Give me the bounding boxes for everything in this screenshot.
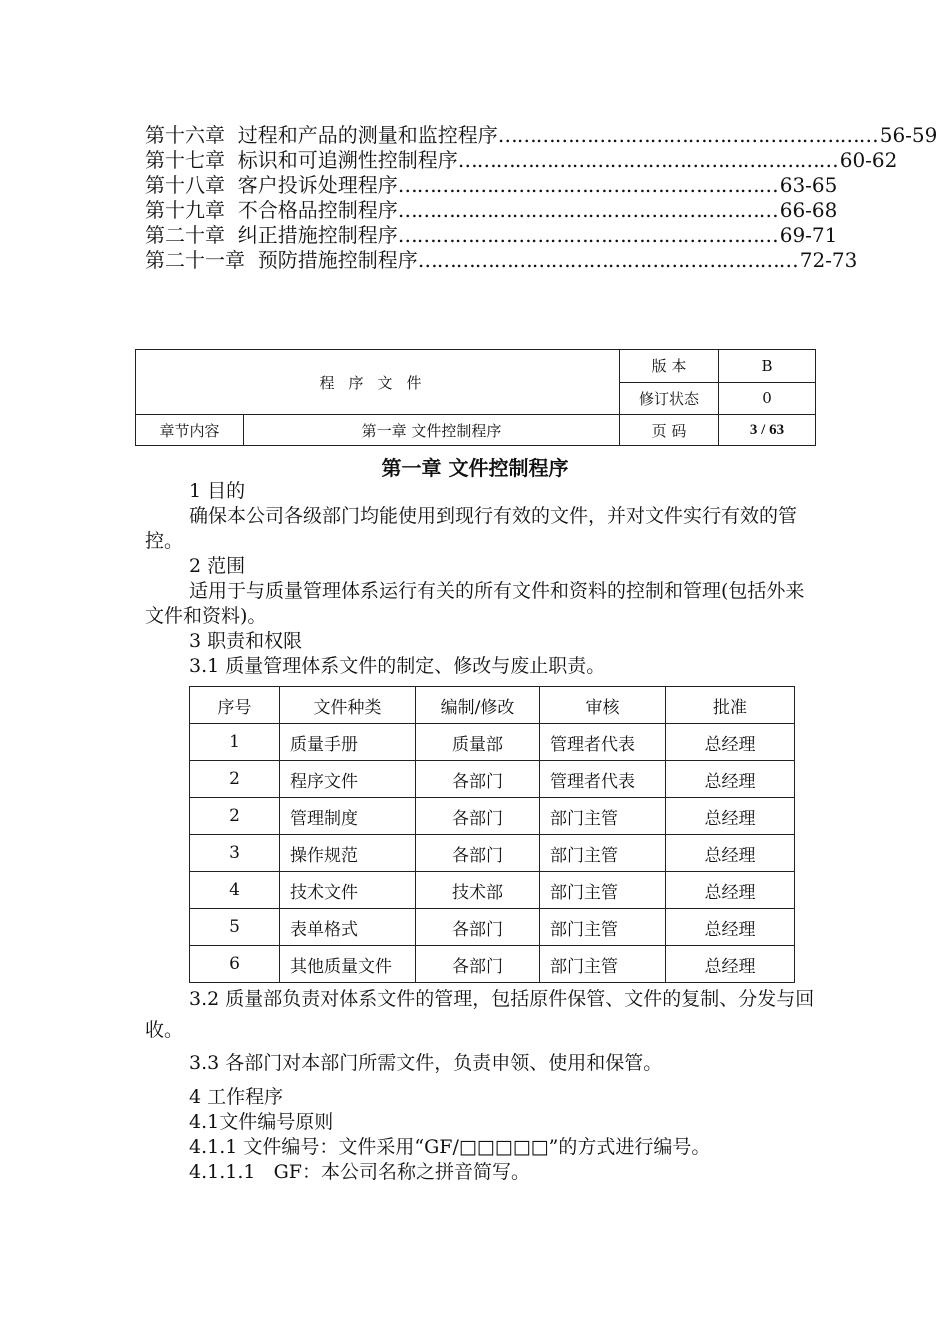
- version-value: B: [719, 350, 816, 383]
- page-number: 3 / 63: [719, 415, 816, 446]
- toc-chapter: 第二十一章 预防措施控制程序: [145, 248, 418, 272]
- toc-chapter: 第十八章 客户投诉处理程序: [145, 173, 398, 197]
- toc-entry: [145, 123, 938, 148]
- document-header-table: [135, 349, 816, 446]
- toc-chapter: 第十九章 不合格品控制程序: [145, 198, 398, 222]
- table-of-contents: [145, 123, 938, 273]
- cell-type: 程序文件: [280, 761, 416, 798]
- cell-approver: 总经理: [666, 835, 795, 872]
- toc-pages: 69-71: [779, 223, 838, 247]
- section-3-2: 3.2 质量部负责对体系文件的管理，包括原件保管、文件的复制、分发与回收。: [145, 988, 815, 1041]
- cell-reviewer: 部门主管: [540, 946, 666, 983]
- cell-approver: 总经理: [666, 872, 795, 909]
- header-title: 程序文件: [136, 350, 620, 415]
- sections-1-3: [145, 479, 805, 679]
- cell-reviewer: 部门主管: [540, 835, 666, 872]
- cell-reviewer: 部门主管: [540, 872, 666, 909]
- toc-leader: ……………………………………………………: [497, 123, 878, 147]
- cell-no: 1: [190, 724, 280, 761]
- toc-entry: [145, 248, 858, 273]
- toc-leader: ……………………………………………………: [457, 148, 838, 172]
- cell-type: 质量手册: [280, 724, 416, 761]
- section-3-3: 3.3 各部门对本部门所需文件，负责申领、使用和保管。: [189, 1052, 663, 1074]
- table-row: [190, 761, 795, 798]
- section-1-text: 确保本公司各级部门均能使用到现行有效的文件，并对文件实行有效的管控。: [145, 505, 798, 552]
- cell-author: 各部门: [416, 909, 540, 946]
- section-2-text: 适用于与质量管理体系运行有关的所有文件和资料的控制和管理(包括外来文件和资料)。: [145, 580, 805, 627]
- cell-no: 4: [190, 872, 280, 909]
- cell-reviewer: 管理者代表: [540, 761, 666, 798]
- cell-no: 5: [190, 909, 280, 946]
- section-2-heading: 2 范围: [189, 555, 246, 577]
- toc-leader: ……………………………………………………: [397, 173, 778, 197]
- col-header: 文件种类: [280, 687, 416, 724]
- col-header: 审核: [540, 687, 666, 724]
- cell-author: 各部门: [416, 946, 540, 983]
- cell-approver: 总经理: [666, 724, 795, 761]
- toc-pages: 56-59: [879, 123, 938, 147]
- cell-type: 操作规范: [280, 835, 416, 872]
- toc-entry: [145, 148, 898, 173]
- cell-no: 2: [190, 798, 280, 835]
- version-label: 版 本: [620, 350, 719, 383]
- file-responsibility-table: [189, 686, 795, 983]
- sections-3-2-onward: [145, 984, 815, 1185]
- section-label: 章节内容: [136, 415, 244, 446]
- toc-pages: 60-62: [839, 148, 898, 172]
- table-row: [190, 724, 795, 761]
- section-3-1: 3.1 质量管理体系文件的制定、修改与废止职责。: [189, 655, 606, 677]
- cell-reviewer: 管理者代表: [540, 724, 666, 761]
- toc-pages: 72-73: [799, 248, 858, 272]
- cell-type: 管理制度: [280, 798, 416, 835]
- revision-label: 修订状态: [620, 382, 719, 415]
- revision-value: 0: [719, 382, 816, 415]
- toc-entry: [145, 173, 838, 198]
- cell-no: 6: [190, 946, 280, 983]
- col-header: 编制/修改: [416, 687, 540, 724]
- toc-leader: ……………………………………………………: [397, 198, 778, 222]
- table-row: [190, 835, 795, 872]
- section-4-heading: 4 工作程序: [189, 1086, 284, 1108]
- toc-leader: ……………………………………………………: [397, 223, 778, 247]
- cell-type: 技术文件: [280, 872, 416, 909]
- cell-no: 2: [190, 761, 280, 798]
- toc-entry: [145, 223, 838, 248]
- table-header-row: [190, 687, 795, 724]
- cell-approver: 总经理: [666, 909, 795, 946]
- cell-author: 技术部: [416, 872, 540, 909]
- page-label: 页 码: [620, 415, 719, 446]
- toc-chapter: 第十六章 过程和产品的测量和监控程序: [145, 123, 498, 147]
- table-row: [190, 798, 795, 835]
- section-4-1: 4.1文件编号原则: [189, 1111, 334, 1133]
- cell-reviewer: 部门主管: [540, 798, 666, 835]
- table-row: [190, 946, 795, 983]
- table-row: [190, 872, 795, 909]
- toc-leader: ……………………………………………………: [417, 248, 798, 272]
- toc-entry: [145, 198, 838, 223]
- cell-reviewer: 部门主管: [540, 909, 666, 946]
- cell-type: 其他质量文件: [280, 946, 416, 983]
- cell-author: 各部门: [416, 761, 540, 798]
- cell-approver: 总经理: [666, 798, 795, 835]
- col-header: 批准: [666, 687, 795, 724]
- toc-chapter: 第二十章 纠正措施控制程序: [145, 223, 398, 247]
- cell-no: 3: [190, 835, 280, 872]
- table-row: [190, 909, 795, 946]
- cell-approver: 总经理: [666, 946, 795, 983]
- cell-author: 各部门: [416, 835, 540, 872]
- cell-type: 表单格式: [280, 909, 416, 946]
- cell-approver: 总经理: [666, 761, 795, 798]
- toc-pages: 63-65: [779, 173, 838, 197]
- chapter-heading: 第一章 文件控制程序: [381, 456, 569, 480]
- section-4-1-1: 4.1.1 文件编号：文件采用“GF/□□□□□”的方式进行编号。: [189, 1136, 711, 1158]
- col-header: 序号: [190, 687, 280, 724]
- section-1-heading: 1 目的: [189, 480, 246, 502]
- cell-author: 质量部: [416, 724, 540, 761]
- toc-pages: 66-68: [779, 198, 838, 222]
- section-4-1-1-1: 4.1.1.1 GF：本公司名称之拼音简写。: [189, 1161, 530, 1183]
- section-3-heading: 3 职责和权限: [189, 630, 303, 652]
- toc-chapter: 第十七章 标识和可追溯性控制程序: [145, 148, 458, 172]
- header-chapter-title: 第一章 文件控制程序: [244, 415, 620, 446]
- cell-author: 各部门: [416, 798, 540, 835]
